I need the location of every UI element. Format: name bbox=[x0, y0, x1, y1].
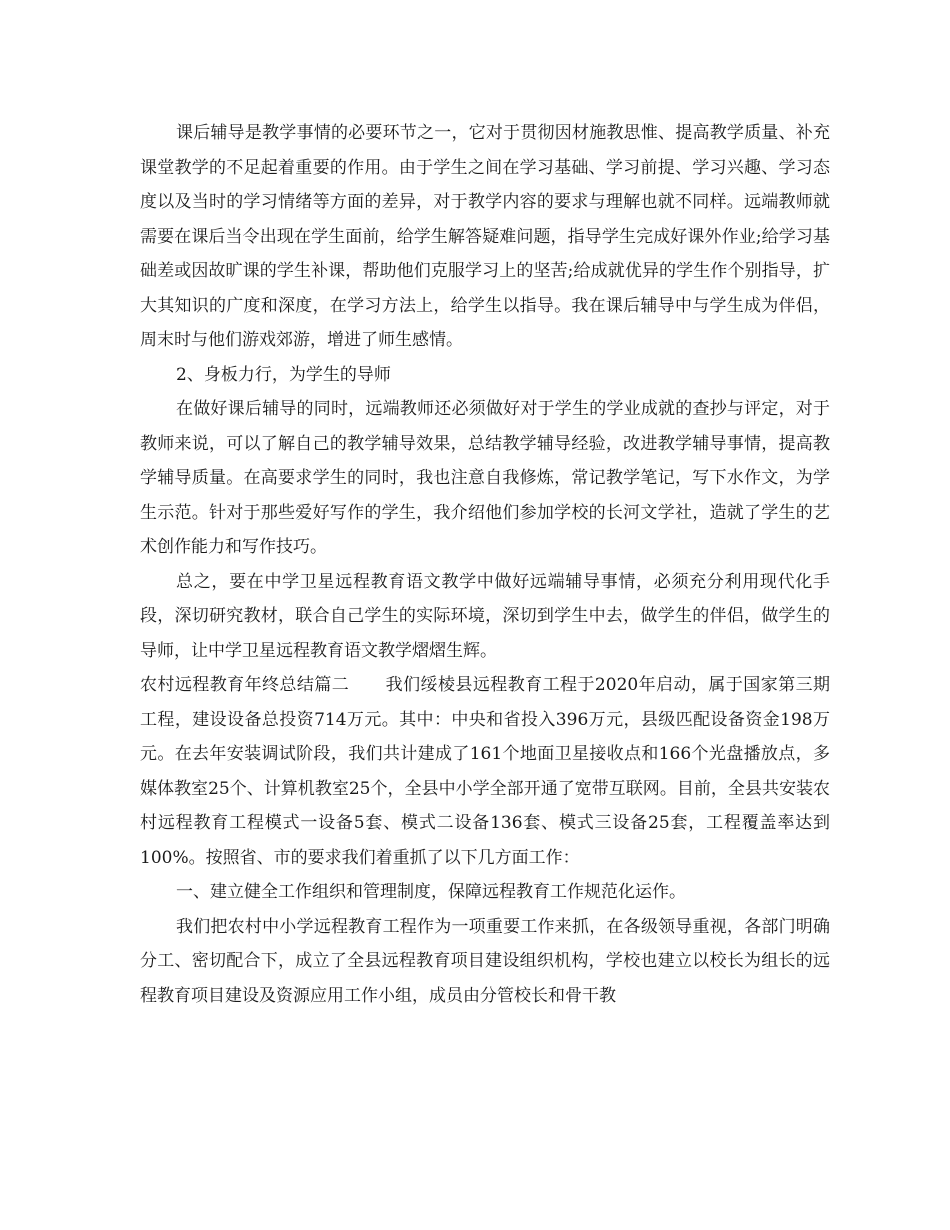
paragraph-tutoring: 课后辅导是教学事情的必要环节之一，它对于贯彻因材施教思惟、提高教学质量、补充课堂教学的不足起着重要的作用。由于学生之间在学习基础、学习前提、学习兴趣、学习态度以及当时的学习情绪等方面的差异，对于教学内容的要求与理解也就不同样。远端教师就需要在课后当令出现在学生面前，给学生解答疑难问题，指导学生完成好课外作业;给学习基础差或因故旷课的学生补课，帮助他们克服学习上的坚苦;给成就优异的学生作个别指导，扩大其知识的广度和深度，在学习方法上，给学生以指导。我在课后辅导中与学生成为伴侣，周末时与他们游戏郊游，增进了师生感情。 bbox=[140, 123, 830, 350]
section-heading-organization: 一、建立健全工作组织和管理制度，保障远程教育工作规范化运作。 bbox=[176, 882, 686, 902]
paragraph-assessment: 在做好课后辅导的同时，远端教师还必须做好对于学生的学业成就的查抄与评定，对于教师来说，可以了解自己的教学辅导效果，总结教学辅导经验，改进教学辅导事情，提高教学辅导质量。在高要求学生的同时，我也注意自我修炼，常记教学笔记，写下水作文，为学生示范。针对于那些爱好写作的学生，我介绍他们参加学校的长河文学社，造就了学生的艺术创作能力和写作技巧。 bbox=[140, 399, 830, 557]
section-heading-mentor: 2、身板力行，为学生的导师 bbox=[176, 364, 391, 385]
paragraph-conclusion: 总之，要在中学卫星远程教育语文教学中做好远端辅导事情，必须充分利用现代化手段，深切研究教材，联合自己学生的实际环境，深切到学生中去，做学生的伴侣，做学生的导师，让中学卫星远程教育语文教学熠熠生辉。 bbox=[140, 571, 830, 661]
document-body bbox=[140, 116, 830, 1013]
paragraph-part-two bbox=[140, 668, 830, 875]
article-title: 农村远程教育年终总结篇二 bbox=[140, 675, 350, 695]
paragraph-project-overview: 我们绥棱县远程教育工程于2020年启动，属于国家第三期工程，建设设备总投资714万元。其中：中央和省投入396万元，县级匹配设备资金198万元。在去年安装调试阶段，我们共计建成了161个地面卫星接收点和166个光盘播放点，多媒体教室25个、计算机教室25个，全县中小学全部开通了宽带互联网。目前，全县共安装农村远程教育工程模式一设备5套、模式二设备136套、模式三设备25套，工程覆盖率达到100%。按照省、市的要求我们着重抓了以下几方面工作： bbox=[140, 675, 831, 868]
paragraph-organization: 我们把农村中小学远程教育工程作为一项重要工作来抓，在各级领导重视，各部门明确分工、密切配合下，成立了全县远程教育项目建设组织机构，学校也建立以校长为组长的远程教育项目建设及资源应用工作小组，成员由分管校长和骨干教 bbox=[140, 916, 830, 1006]
